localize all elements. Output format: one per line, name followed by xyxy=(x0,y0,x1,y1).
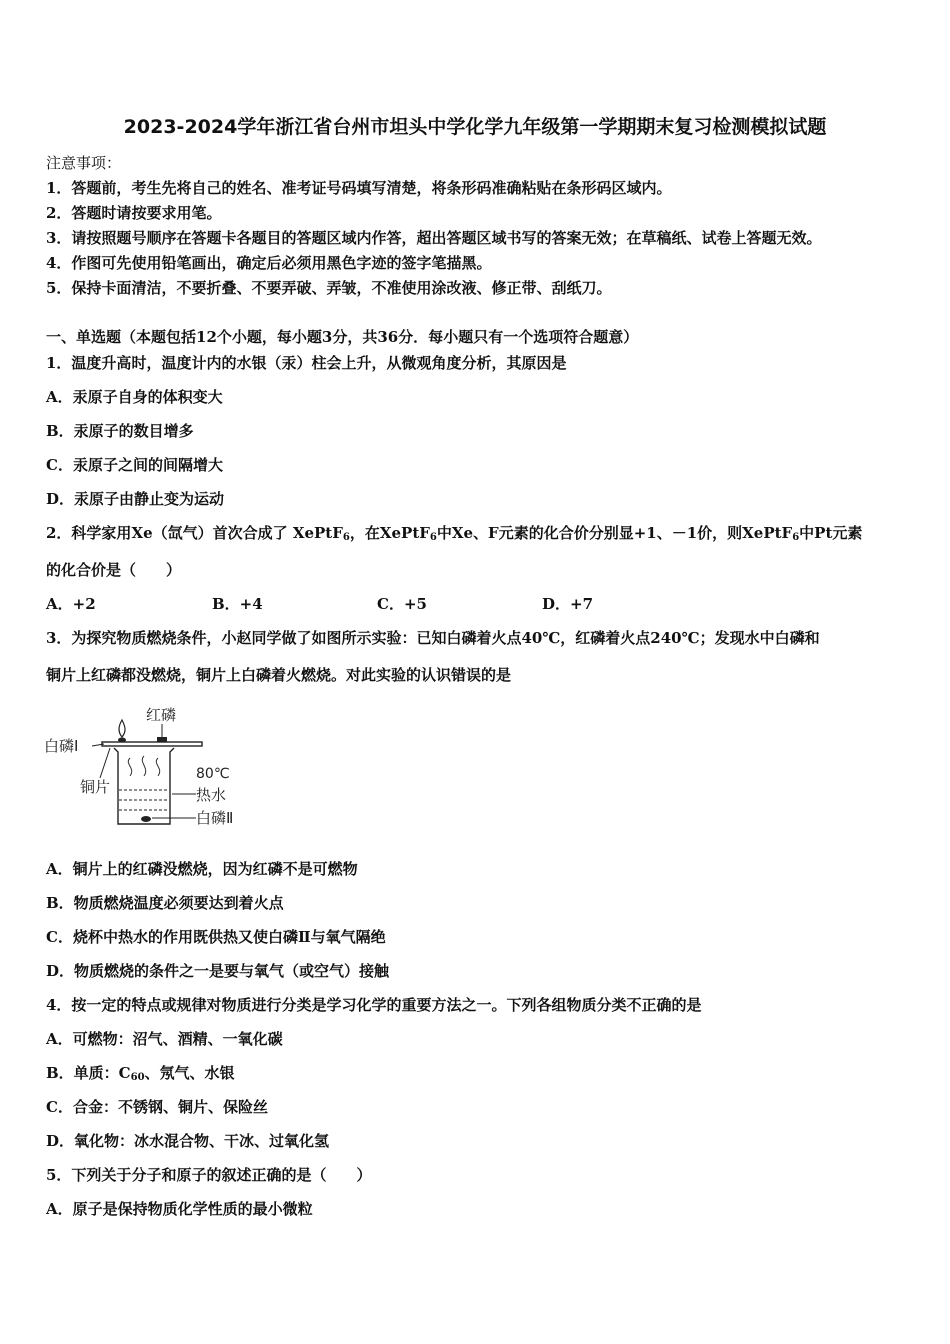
q2-option-d: D．+7 xyxy=(542,595,594,613)
q2-option-b: B．+4 xyxy=(212,595,263,613)
q2-stem-part4: 中Pt元素 xyxy=(799,524,863,542)
q3-stem-line2: 铜片上红磷都没燃烧，铜片上白磷着火燃烧。对此实验的认识错误的是 xyxy=(46,666,512,684)
notice-item-3: 3．请按照题号顺序在答题卡各题目的答题区域内作答，超出答题区域书写的答案无效；在草稿纸、试卷上答题无效。 xyxy=(46,229,822,247)
beaker-shape xyxy=(114,748,174,824)
q2-option-c: C．+5 xyxy=(377,595,427,613)
label-temperature: 80℃ xyxy=(196,766,230,782)
q2-stem-part1: 2．科学家用Xe（氙气）首次合成了 XePtF xyxy=(46,524,343,542)
white-phosphorus-2-shape xyxy=(141,816,151,822)
q5-stem: 5．下列关于分子和原子的叙述正确的是（ ） xyxy=(46,1166,372,1184)
q3-option-d: D．物质燃烧的条件之一是要与氧气（或空气）接触 xyxy=(46,962,390,980)
q4-option-d: D．氧化物：冰水混合物、干冰、过氧化氢 xyxy=(46,1132,330,1150)
q5-option-a: A．原子是保持物质化学性质的最小微粒 xyxy=(46,1200,313,1218)
label-hot-water: 热水 xyxy=(196,786,227,804)
q2-option-a: A．+2 xyxy=(46,595,96,613)
leader-copper xyxy=(100,748,110,778)
exam-title: 2023-2024学年浙江省台州市坦头中学化学九年级第一学期期末复习检测模拟试题 xyxy=(123,116,827,138)
label-white-phosphorus-2: 白磷Ⅱ xyxy=(196,809,234,827)
label-red-phosphorus: 红磷 xyxy=(146,706,177,724)
notice-item-5: 5．保持卡面清洁，不要折叠、不要弄破、弄皱，不准使用涂改液、修正带、刮纸刀。 xyxy=(46,279,612,297)
q2-stem xyxy=(46,522,862,543)
q1-option-b: B．汞原子的数目增多 xyxy=(46,422,194,440)
white-phosphorus-1-shape xyxy=(118,738,126,743)
q2-stem-part2: ，在XePtF xyxy=(349,524,430,542)
q2-subscript-3: 6 xyxy=(792,532,800,543)
q4-option-a: A．可燃物：沼气、酒精、一氧化碳 xyxy=(46,1030,283,1048)
steam-3-shape xyxy=(156,758,159,776)
section-heading: 一、单选题（本题包括12个小题，每小题3分，共36分．每小题只有一个选项符合题意） xyxy=(46,328,639,346)
label-white-phosphorus-1: 白磷Ⅰ xyxy=(44,737,79,755)
q3-option-b: B．物质燃烧温度必须要达到着火点 xyxy=(46,894,284,912)
notice-item-1: 1．答题前，考生先将自己的姓名、准考证号码填写清楚，将条形码准确粘贴在条形码区域内。 xyxy=(46,179,672,197)
q1-option-d: D．汞原子由静止变为运动 xyxy=(46,490,225,508)
q4-option-c: C．合金：不锈钢、铜片、保险丝 xyxy=(46,1098,268,1116)
copper-sheet-shape xyxy=(102,742,202,746)
label-copper-sheet: 铜片 xyxy=(80,778,111,796)
red-phosphorus-shape xyxy=(157,737,167,742)
q4-stem: 4．按一定的特点或规律对物质进行分类是学习化学的重要方法之一。下列各组物质分类不正确的是 xyxy=(46,996,702,1014)
notice-item-4: 4．作图可先使用铅笔画出，确定后必须用黑色字迹的签字笔描黑。 xyxy=(46,254,492,272)
q1-option-c: C．汞原子之间的间隔增大 xyxy=(46,456,223,474)
q2-stem-line2: 的化合价是（ ） xyxy=(46,561,182,579)
q2-subscript-2: 6 xyxy=(429,532,437,543)
steam-2-shape xyxy=(142,756,145,776)
q4-option-b-part2: 、氖气、水银 xyxy=(144,1064,235,1082)
flame-icon xyxy=(119,720,125,737)
combustion-experiment-figure xyxy=(44,700,264,832)
q4-option-b-subscript: 60 xyxy=(130,1072,145,1083)
q4-option-b-part1: B．单质：C xyxy=(46,1064,131,1082)
q2-stem-part3: 中Xe、F元素的化合价分别显+1、－1价，则XePtF xyxy=(436,524,793,542)
q1-stem: 1．温度升高时，温度计内的水银（汞）柱会上升，从微观角度分析，其原因是 xyxy=(46,354,567,372)
q1-option-a: A．汞原子自身的体积变大 xyxy=(46,388,223,406)
q2-subscript-1: 6 xyxy=(342,532,350,543)
steam-1-shape xyxy=(128,758,131,776)
notice-item-2: 2．答题时请按要求用笔。 xyxy=(46,204,222,222)
notice-heading: 注意事项： xyxy=(46,154,122,172)
q3-option-a: A．铜片上的红磷没燃烧，因为红磷不是可燃物 xyxy=(46,860,358,878)
q3-option-c: C．烧杯中热水的作用既供热又使白磷Ⅱ与氧气隔绝 xyxy=(46,928,386,946)
q4-option-b xyxy=(46,1062,235,1083)
q3-stem-line1: 3．为探究物质燃烧条件，小赵同学做了如图所示实验：已知白磷着火点40℃，红磷着火点240℃；发现水中白磷和 xyxy=(46,629,820,647)
